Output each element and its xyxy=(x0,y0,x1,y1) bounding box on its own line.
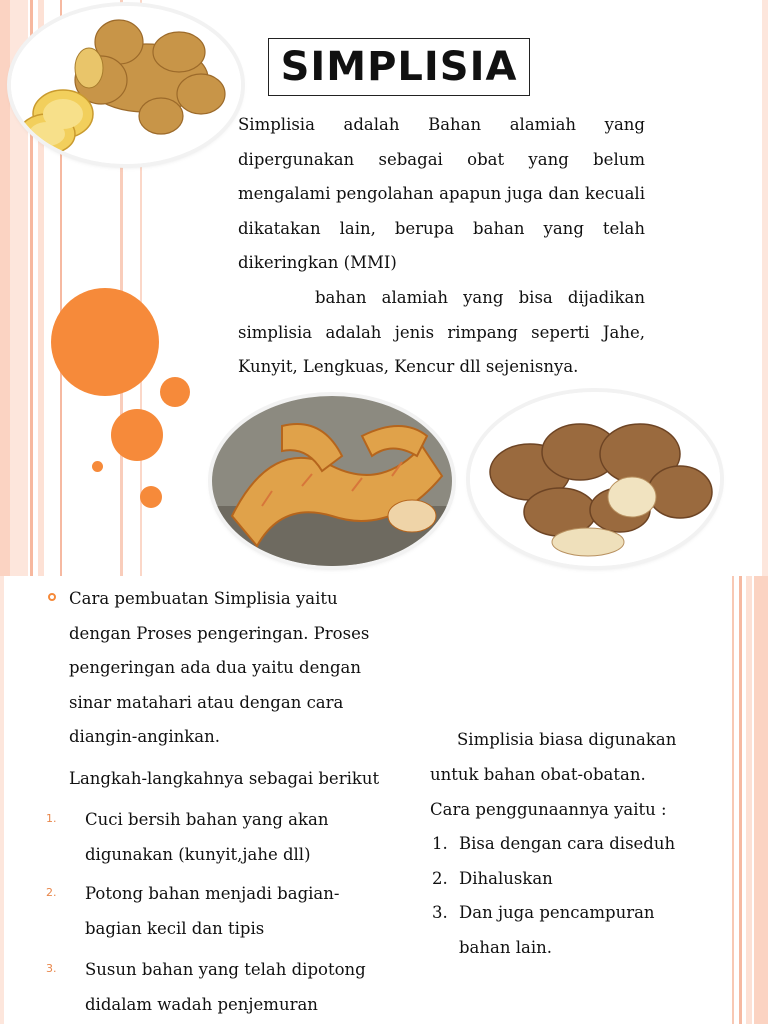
examples-paragraph: bahan alamiah yang bisa dijadikan simplisia adalah jenis rimpang seperti Jahe, Kunyit, Lengkuas, Kencur dll sejenisnya. xyxy=(238,288,645,376)
usage-heading: Cara penggunaannya yaitu : xyxy=(430,800,667,819)
decor-circle-small xyxy=(140,486,162,508)
decor-stripe xyxy=(754,576,768,1024)
list-number: 3. xyxy=(46,962,57,975)
decor-stripe xyxy=(0,576,4,1024)
decor-circle-large xyxy=(51,288,159,396)
list-number: 3. xyxy=(432,903,448,922)
decor-stripe xyxy=(746,576,752,1024)
list-number: 2. xyxy=(46,886,57,899)
step-text: Susun bahan yang telah dipotong didalam wadah penjemuran xyxy=(85,960,366,1014)
usage-text: Dihaluskan xyxy=(459,869,553,888)
bullet-icon xyxy=(48,593,56,601)
decor-circle-medium xyxy=(111,409,163,461)
decor-stripe xyxy=(739,576,742,1024)
steps-heading: Langkah-langkahnya sebagai berikut xyxy=(69,769,380,788)
galangal-image xyxy=(212,396,452,566)
decor-circle-tiny xyxy=(92,461,103,472)
step-text: Potong bahan menjadi bagian-bagian kecil dan tipis xyxy=(85,884,340,938)
usage-text: Dan juga pencampuran bahan lain. xyxy=(459,903,655,957)
page-title: SIMPLISIA xyxy=(280,44,518,90)
decor-stripe xyxy=(0,0,10,576)
step-text: Cuci bersih bahan yang akan digunakan (kunyit,jahe dll) xyxy=(85,810,329,864)
list-number: 1. xyxy=(46,812,57,825)
decor-stripe xyxy=(732,576,734,1024)
title-box xyxy=(268,38,530,96)
usage-intro: Simplisia biasa digunakan untuk bahan obat-obatan. xyxy=(430,730,677,784)
decor-stripe xyxy=(762,0,768,576)
usage-text: Bisa dengan cara diseduh xyxy=(459,834,676,853)
process-description: Cara pembuatan Simplisia yaitu dengan Proses pengeringan. Proses pengeringan ada dua yaitu dengan sinar matahari atau dengan cara diangin-anginkan. xyxy=(69,589,370,747)
list-number: 2. xyxy=(432,869,448,888)
decor-circle-small xyxy=(160,377,190,407)
ginger-image xyxy=(11,6,241,164)
list-number: 1. xyxy=(432,834,448,853)
kencur-image xyxy=(470,392,720,566)
definition-paragraph: Simplisia adalah Bahan alamiah yang dipergunakan sebagai obat yang belum mengalami pengolahan apapun juga dan kecuali dikatakan lain, berupa bahan yang telah dikeringkan (MMI) xyxy=(238,115,645,272)
